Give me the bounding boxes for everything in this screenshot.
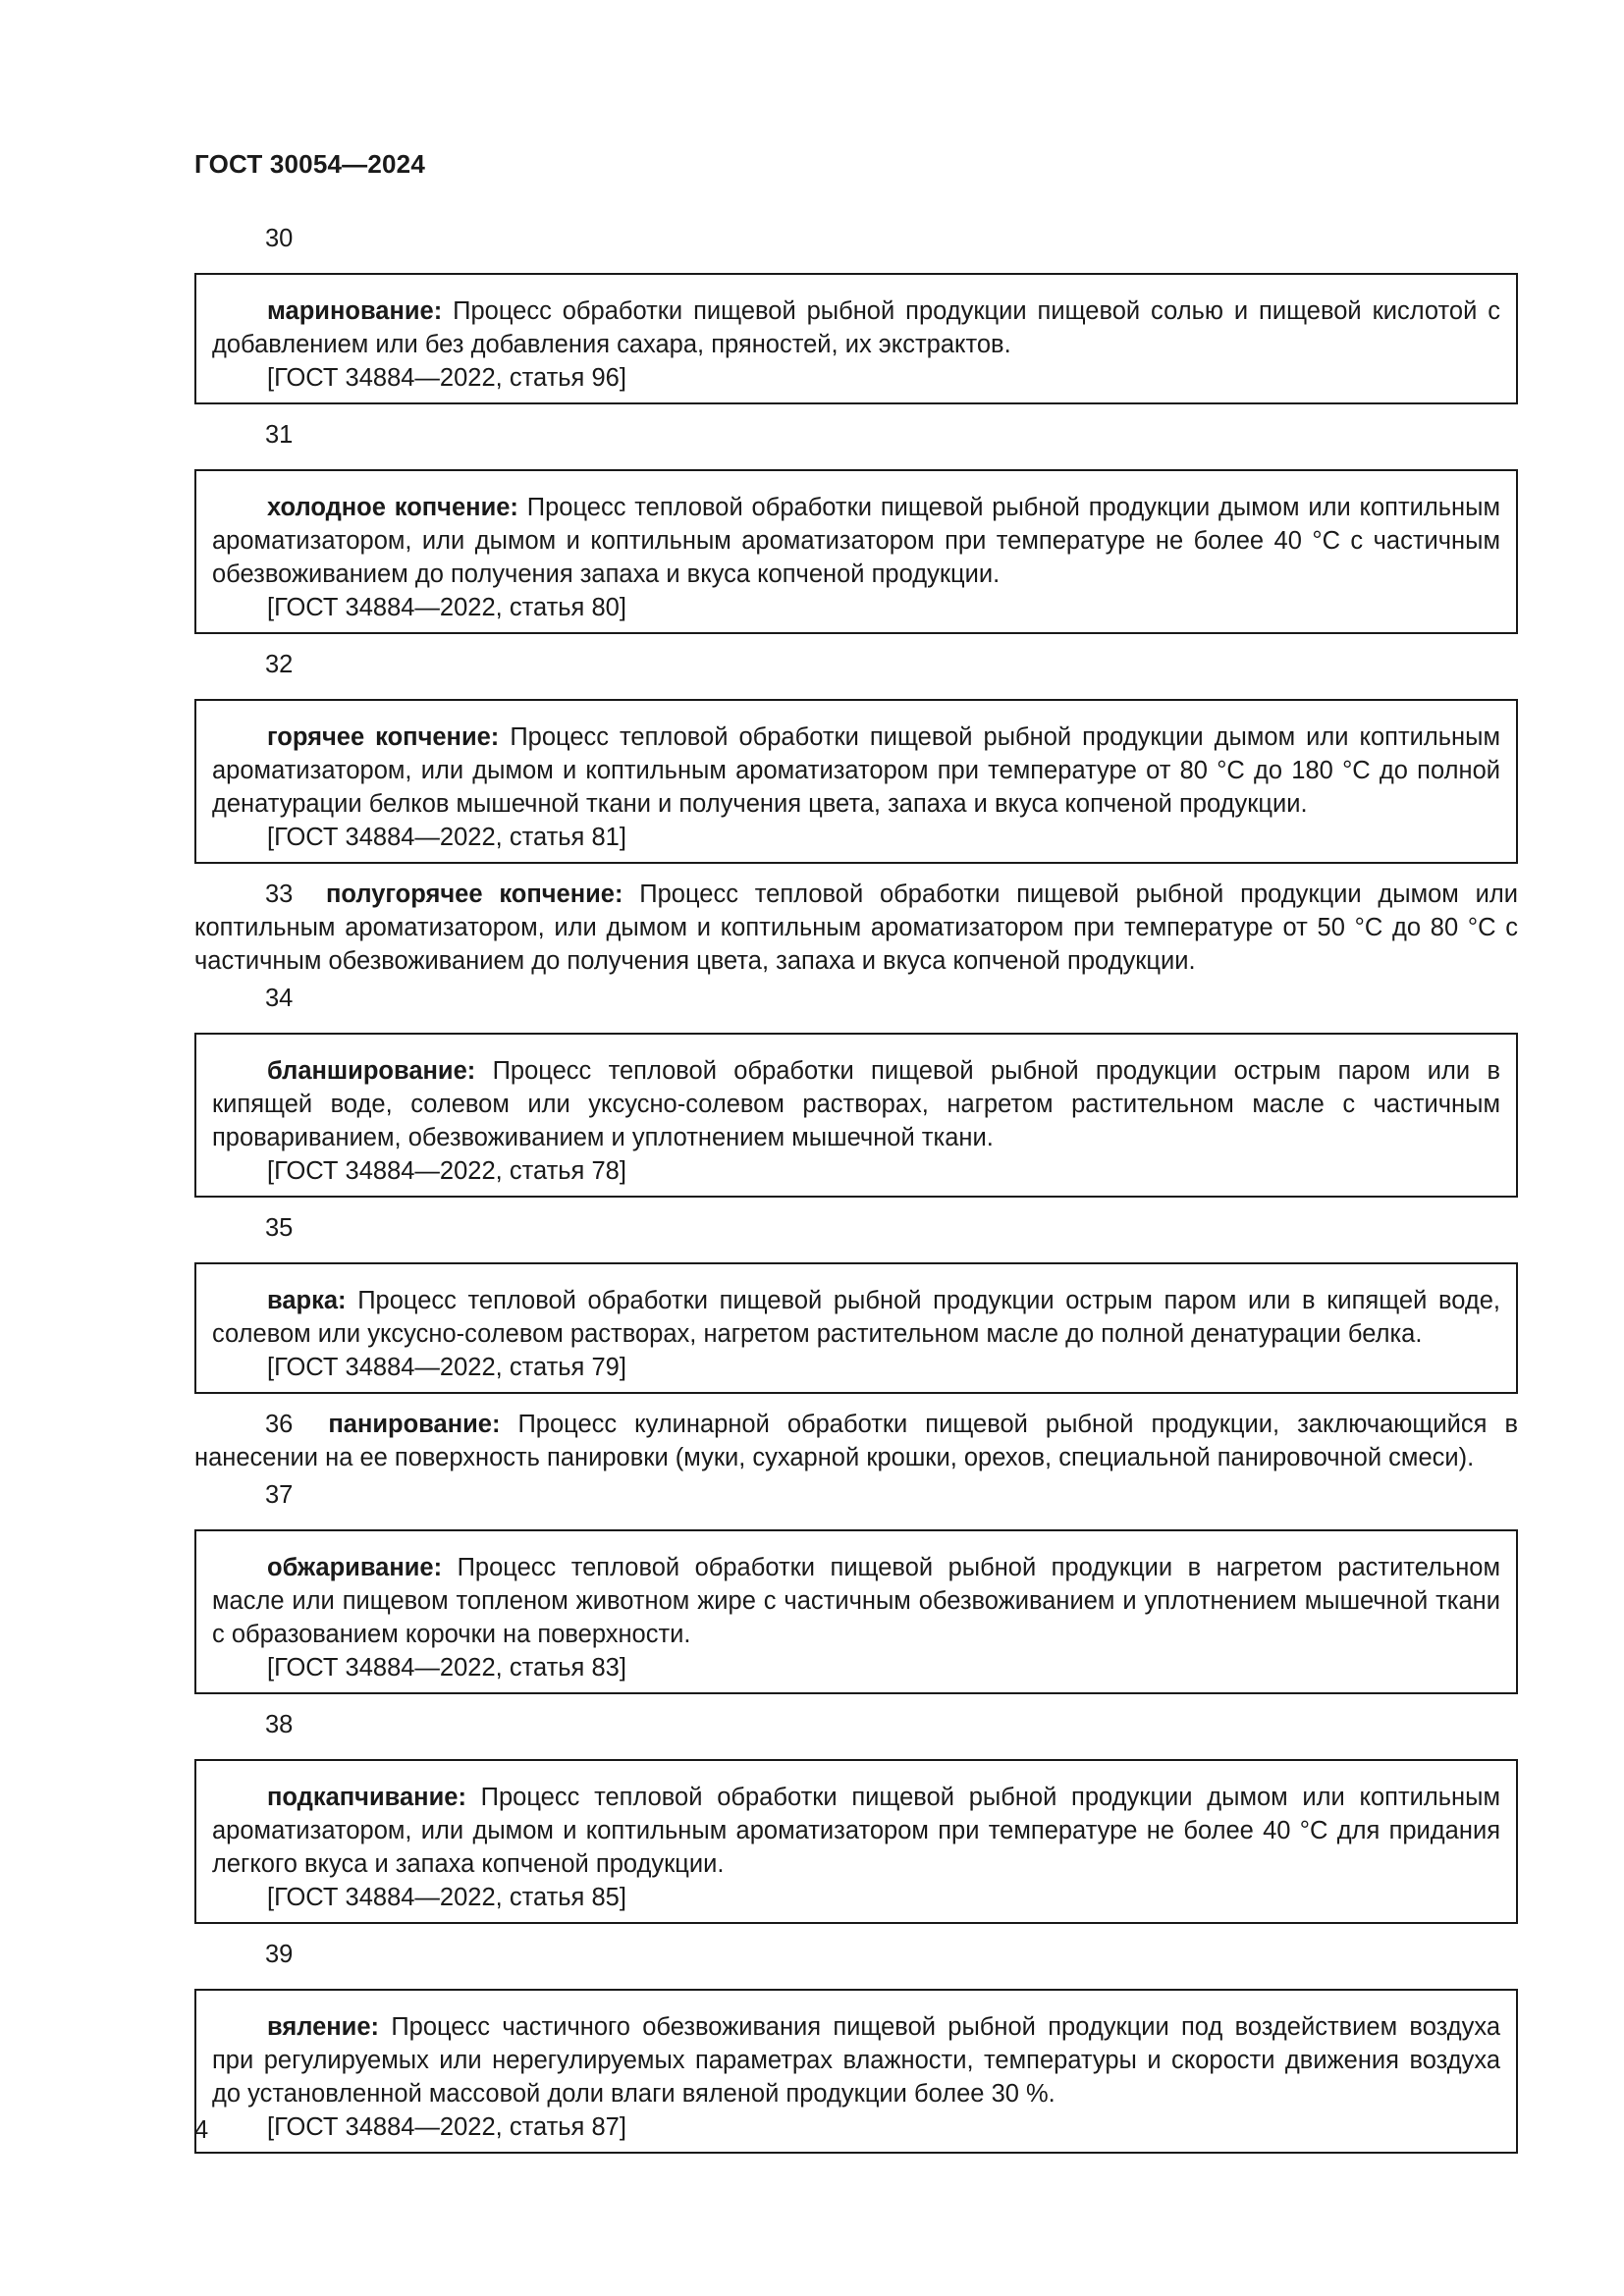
term-number: 36 xyxy=(265,1411,294,1438)
definition-text: Процесс тепловой обработки пищевой рыбной продукции дымом или коптильным ароматизатором, или дымом и коптильным ароматизатором при температуре не более 40 °С для придания легкого вкуса и запаха копченой продукции. xyxy=(212,1784,1500,1878)
term-name: бланширование: xyxy=(267,1057,476,1085)
term-number: 33 xyxy=(265,881,294,908)
term-number: 31 xyxy=(265,421,294,449)
term-box-obzharivanie xyxy=(194,1529,1518,1694)
source-reference: [ГОСТ 34884—2022, статья 87] xyxy=(267,2113,626,2141)
definition-text: Процесс частичного обезвоживания пищевой рыбной продукции под воздействием воздуха при регулируемых или нерегулируемых параметрах влажности, температуры и скорости движения воздуха до установленной массовой доли влаги вяленой продукции более 30 %. xyxy=(212,2013,1500,2108)
source-reference: [ГОСТ 34884—2022, статья 85] xyxy=(267,1884,626,1911)
term-definition xyxy=(212,294,1500,361)
term-entry-panirovanie xyxy=(194,1408,1518,1474)
term-definition xyxy=(212,1284,1500,1351)
term-box-podkapchivanie xyxy=(194,1759,1518,1924)
term-name: маринование: xyxy=(267,297,443,325)
term-definition xyxy=(212,1054,1500,1154)
term-definition xyxy=(212,1551,1500,1651)
term-number: 38 xyxy=(265,1711,294,1738)
term-name: холодное копчение: xyxy=(267,494,518,521)
term-entry-polugoryachee-kopchenie xyxy=(194,878,1518,978)
term-box-goryachee-kopchenie xyxy=(194,699,1518,864)
term-box-holodnoe-kopchenie xyxy=(194,469,1518,634)
source-reference: [ГОСТ 34884—2022, статья 81] xyxy=(267,824,626,851)
term-name: варка: xyxy=(267,1287,347,1314)
source-reference: [ГОСТ 34884—2022, статья 80] xyxy=(267,594,626,621)
term-name: горячее копчение: xyxy=(267,723,500,751)
definition-text: Процесс тепловой обработки пищевой рыбной продукции дымом или коптильным ароматизатором, или дымом и коптильным ароматизатором при температуре от 50 °С до 80 °С с частичным обезвоживанием до получения цвета, запаха и вкуса копченой продукции. xyxy=(194,881,1519,975)
term-name: вяление: xyxy=(267,2013,380,2041)
term-number: 32 xyxy=(265,651,294,678)
term-number: 39 xyxy=(265,1941,294,1968)
term-name: панирование: xyxy=(328,1411,501,1438)
definition-text: Процесс тепловой обработки пищевой рыбной продукции дымом или коптильным ароматизатором, или дымом и коптильным ароматизатором при температуре от 80 °С до 180 °С до полной денатурации белков мышечной ткани и получения цвета, запаха и вкуса копченой продукции. xyxy=(212,723,1500,818)
term-number: 34 xyxy=(265,985,294,1012)
term-name: полугорячее копчение: xyxy=(325,881,623,908)
term-box-blanshirovanie xyxy=(194,1033,1518,1198)
definition-text: Процесс тепловой обработки пищевой рыбной продукции дымом или коптильным ароматизатором, или дымом и коптильным ароматизатором при температуре не более 40 °С с частичным обезвоживанием до получения запаха и вкуса копченой продукции. xyxy=(212,494,1500,588)
source-reference: [ГОСТ 34884—2022, статья 78] xyxy=(267,1157,626,1185)
definition-text: Процесс тепловой обработки пищевой рыбной продукции в нагретом растительном масле или пищевом топленом животном жире с частичным обезвоживанием и уплотнением мышечной ткани с образованием корочки на поверхности. xyxy=(212,1554,1500,1648)
term-number: 30 xyxy=(265,225,294,252)
definition-text: Процесс тепловой обработки пищевой рыбной продукции острым паром или в кипящей воде, солевом или уксусно-солевом растворах, нагретом растительном масле с частичным провариванием, обезвоживанием и уплотнением мышечной ткани. xyxy=(212,1057,1501,1151)
source-reference: [ГОСТ 34884—2022, статья 83] xyxy=(267,1654,626,1682)
term-box-marinovanie xyxy=(194,273,1518,404)
term-definition xyxy=(212,2010,1500,2110)
definition-text: Процесс тепловой обработки пищевой рыбной продукции острым паром или в кипящей воде, солевом или уксусно-солевом растворах, нагретом растительном масле до полной денатурации белка. xyxy=(212,1287,1500,1348)
term-definition xyxy=(212,1781,1500,1881)
definition-text: Процесс кулинарной обработки пищевой рыбной продукции, заключающийся в нанесении на ее поверхность панировки (муки, сухарной крошки, орехов, специальной панировочной смеси). xyxy=(194,1411,1518,1471)
term-number: 37 xyxy=(265,1481,294,1509)
document-code-header: ГОСТ 30054—2024 xyxy=(194,149,425,179)
term-box-varka xyxy=(194,1262,1518,1394)
terms-section xyxy=(194,222,1518,2154)
term-number: 35 xyxy=(265,1214,294,1242)
term-definition xyxy=(212,721,1500,821)
term-name: подкапчивание: xyxy=(267,1784,466,1811)
term-box-vyalenie xyxy=(194,1989,1518,2154)
source-reference: [ГОСТ 34884—2022, статья 79] xyxy=(267,1354,626,1381)
definition-text: Процесс обработки пищевой рыбной продукции пищевой солью и пищевой кислотой с добавлением или без добавления сахара, пряностей, их экстрактов. xyxy=(212,297,1500,358)
source-reference: [ГОСТ 34884—2022, статья 96] xyxy=(267,364,626,392)
page-number: 4 xyxy=(194,2116,209,2144)
term-definition xyxy=(212,491,1500,591)
term-name: обжаривание: xyxy=(267,1554,443,1581)
